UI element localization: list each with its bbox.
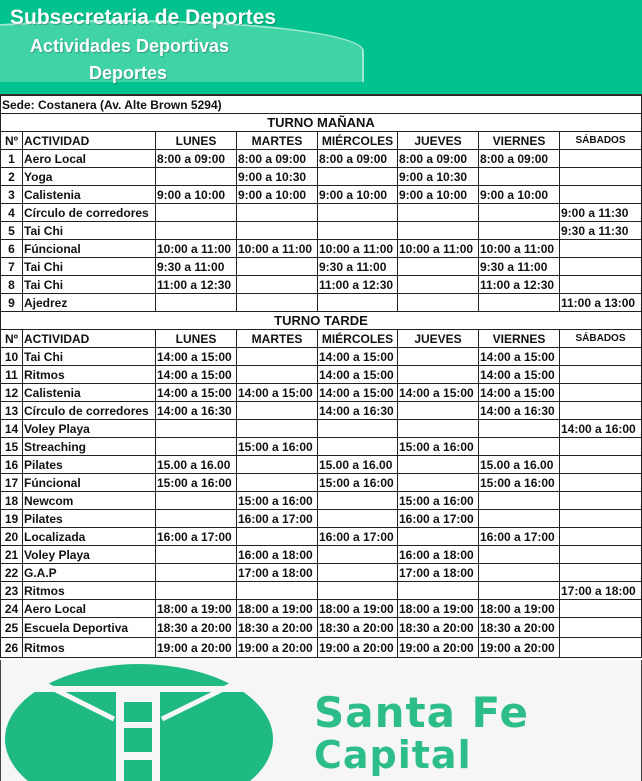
column-header: JUEVES — [398, 132, 479, 150]
schedule-cell — [479, 438, 560, 456]
schedule-cell: 11:00 a 13:00 — [560, 294, 642, 312]
table-row — [1, 222, 642, 240]
row-number: 14 — [1, 420, 23, 438]
activity-name: Yoga — [23, 168, 156, 186]
schedule-table — [0, 95, 642, 658]
schedule-cell — [479, 546, 560, 564]
schedule-cell — [560, 456, 642, 474]
schedule-cell — [156, 168, 237, 186]
schedule-cell — [237, 204, 318, 222]
schedule-cell: 9:30 a 11:00 — [479, 258, 560, 276]
column-header: SÁBADOS — [560, 132, 642, 150]
schedule-cell — [398, 204, 479, 222]
schedule-cell — [318, 564, 398, 582]
column-header: MARTES — [237, 132, 318, 150]
schedule-cell — [479, 582, 560, 600]
schedule-cell — [479, 222, 560, 240]
activity-name: Localizada — [23, 528, 156, 546]
schedule-cell — [318, 294, 398, 312]
schedule-cell — [398, 348, 479, 366]
schedule-cell: 16:00 a 17:00 — [398, 510, 479, 528]
schedule-cell — [156, 582, 237, 600]
schedule-cell: 9:00 a 10:00 — [156, 186, 237, 204]
column-header: MIÉRCOLES — [318, 132, 398, 150]
schedule-cell: 19:00 a 20:00 — [237, 638, 318, 658]
schedule-cell: 18:00 a 19:00 — [156, 600, 237, 618]
column-header: MARTES — [237, 330, 318, 348]
schedule-cell: 19:00 a 20:00 — [318, 638, 398, 658]
table-row — [1, 258, 642, 276]
header-section: Deportes — [89, 63, 168, 83]
schedule-cell — [318, 492, 398, 510]
table-row — [1, 582, 642, 600]
table-row — [1, 618, 642, 638]
schedule-cell — [318, 546, 398, 564]
sede-label: Sede: Costanera (Av. Alte Brown 5294) — [1, 96, 642, 114]
table-row — [1, 402, 642, 420]
schedule-cell — [318, 438, 398, 456]
row-number: 2 — [1, 168, 23, 186]
schedule-cell: 15:00 a 16:00 — [156, 474, 237, 492]
schedule-cell: 10:00 a 11:00 — [156, 240, 237, 258]
schedule-cell: 17:00 a 18:00 — [237, 564, 318, 582]
schedule-cell: 15:00 a 16:00 — [398, 438, 479, 456]
schedule-cell: 14:00 a 16:30 — [318, 402, 398, 420]
schedule-cell — [398, 276, 479, 294]
schedule-cell: 14:00 a 15:00 — [318, 348, 398, 366]
schedule-cell: 11:00 a 12:30 — [318, 276, 398, 294]
row-number: 26 — [1, 638, 23, 658]
schedule-cell — [560, 618, 642, 638]
schedule-cell: 17:00 a 18:00 — [398, 564, 479, 582]
schedule-cell — [398, 366, 479, 384]
logo-text-santa-fe: Santa Fe — [314, 688, 530, 737]
table-row — [1, 546, 642, 564]
table-row — [1, 168, 642, 186]
schedule-cell: 9:00 a 10:30 — [237, 168, 318, 186]
row-number: 4 — [1, 204, 23, 222]
schedule-cell — [156, 510, 237, 528]
activity-name: Streaching — [23, 438, 156, 456]
column-header: Nº — [1, 132, 23, 150]
schedule-cell: 8:00 a 09:00 — [398, 150, 479, 168]
activity-name: Círculo de corredores — [23, 204, 156, 222]
schedule-cell — [156, 564, 237, 582]
schedule-cell: 15:00 a 16:00 — [479, 474, 560, 492]
schedule-cell — [560, 240, 642, 258]
table-row — [1, 492, 642, 510]
schedule-cell — [237, 456, 318, 474]
schedule-cell: 9:00 a 10:00 — [237, 186, 318, 204]
schedule-cell: 9:30 a 11:00 — [156, 258, 237, 276]
schedule-cell: 16:00 a 17:00 — [318, 528, 398, 546]
row-number: 9 — [1, 294, 23, 312]
schedule-cell: 15.00 a 16.00 — [156, 456, 237, 474]
schedule-cell — [237, 528, 318, 546]
activity-name: Escuela Deportiva — [23, 618, 156, 638]
schedule-cell: 14:00 a 15:00 — [398, 384, 479, 402]
table-row — [1, 186, 642, 204]
row-number: 5 — [1, 222, 23, 240]
schedule-cell — [479, 492, 560, 510]
schedule-cell: 19:00 a 20:00 — [479, 638, 560, 658]
column-header-row — [1, 132, 642, 150]
table-row — [1, 240, 642, 258]
activity-name: G.A.P — [23, 564, 156, 582]
schedule-cell: 10:00 a 11:00 — [398, 240, 479, 258]
schedule-cell: 15:00 a 16:00 — [318, 474, 398, 492]
schedule-cell — [560, 384, 642, 402]
row-number: 12 — [1, 384, 23, 402]
table-row — [1, 600, 642, 618]
table-row — [1, 366, 642, 384]
activity-name: Pilates — [23, 456, 156, 474]
column-header: LUNES — [156, 132, 237, 150]
schedule-cell: 10:00 a 11:00 — [318, 240, 398, 258]
row-number: 19 — [1, 510, 23, 528]
schedule-cell: 18:00 a 19:00 — [479, 600, 560, 618]
schedule-cell — [156, 438, 237, 456]
schedule-cell — [237, 348, 318, 366]
schedule-cell: 16:00 a 18:00 — [237, 546, 318, 564]
schedule-cell — [237, 258, 318, 276]
schedule-cell — [560, 168, 642, 186]
activity-name: Newcom — [23, 492, 156, 510]
schedule-cell — [560, 186, 642, 204]
schedule-cell — [398, 294, 479, 312]
schedule-cell: 16:00 a 17:00 — [479, 528, 560, 546]
schedule-cell: 14:00 a 15:00 — [156, 384, 237, 402]
header-subtitle: Actividades Deportivas — [30, 36, 230, 56]
schedule-cell — [560, 276, 642, 294]
table-row — [1, 276, 642, 294]
column-header: LUNES — [156, 330, 237, 348]
morning-title-row — [1, 114, 642, 132]
row-number: 16 — [1, 456, 23, 474]
section-title: TURNO MAÑANA — [1, 114, 642, 132]
schedule-cell: 9:00 a 10:00 — [479, 186, 560, 204]
header-banner — [0, 0, 642, 95]
schedule-cell — [237, 402, 318, 420]
row-number: 11 — [1, 366, 23, 384]
schedule-cell: 18:30 a 20:00 — [237, 618, 318, 638]
row-number: 6 — [1, 240, 23, 258]
schedule-cell: 16:00 a 17:00 — [156, 528, 237, 546]
activity-name: Ritmos — [23, 638, 156, 658]
schedule-cell — [398, 582, 479, 600]
schedule-cell: 14:00 a 16:30 — [156, 402, 237, 420]
sede-row — [1, 96, 642, 114]
schedule-cell: 8:00 a 09:00 — [479, 150, 560, 168]
schedule-cell — [237, 420, 318, 438]
table-row — [1, 638, 642, 658]
schedule-cell — [318, 222, 398, 240]
schedule-cell — [560, 638, 642, 658]
schedule-cell — [560, 366, 642, 384]
schedule-cell: 18:30 a 20:00 — [156, 618, 237, 638]
schedule-cell — [398, 222, 479, 240]
schedule-cell — [479, 204, 560, 222]
schedule-cell — [560, 348, 642, 366]
row-number: 15 — [1, 438, 23, 456]
schedule-cell — [237, 222, 318, 240]
schedule-cell — [318, 582, 398, 600]
schedule-cell — [237, 582, 318, 600]
activity-name: Tai Chi — [23, 258, 156, 276]
schedule-cell: 18:30 a 20:00 — [479, 618, 560, 638]
schedule-cell: 14:00 a 15:00 — [237, 384, 318, 402]
row-number: 25 — [1, 618, 23, 638]
schedule-cell: 10:00 a 11:00 — [479, 240, 560, 258]
activity-name: Aero Local — [23, 600, 156, 618]
schedule-cell: 18:00 a 19:00 — [318, 600, 398, 618]
table-row — [1, 150, 642, 168]
schedule-cell: 9:30 a 11:30 — [560, 222, 642, 240]
schedule-cell: 11:00 a 12:30 — [479, 276, 560, 294]
schedule-cell — [398, 456, 479, 474]
column-header: Nº — [1, 330, 23, 348]
schedule-cell: 11:00 a 12:30 — [156, 276, 237, 294]
schedule-cell — [560, 474, 642, 492]
schedule-cell — [560, 564, 642, 582]
schedule-cell — [237, 294, 318, 312]
column-header-row — [1, 330, 642, 348]
row-number: 22 — [1, 564, 23, 582]
row-number: 3 — [1, 186, 23, 204]
schedule-cell: 8:00 a 09:00 — [318, 150, 398, 168]
logo-text-capital: Capital — [314, 733, 472, 777]
schedule-cell — [398, 420, 479, 438]
schedule-cell: 8:00 a 09:00 — [237, 150, 318, 168]
bridge-emblem-icon — [4, 664, 274, 781]
schedule-cell: 17:00 a 18:00 — [560, 582, 642, 600]
column-header: ACTIVIDAD — [23, 132, 156, 150]
column-header: JUEVES — [398, 330, 479, 348]
schedule-cell — [560, 546, 642, 564]
schedule-cell: 14:00 a 15:00 — [318, 366, 398, 384]
column-header: ACTIVIDAD — [23, 330, 156, 348]
schedule-cell: 14:00 a 15:00 — [318, 384, 398, 402]
schedule-cell: 16:00 a 18:00 — [398, 546, 479, 564]
schedule-cell — [156, 222, 237, 240]
section-title: TURNO TARDE — [1, 312, 642, 330]
row-number: 18 — [1, 492, 23, 510]
activity-name: Calistenia — [23, 186, 156, 204]
activity-name: Pilates — [23, 510, 156, 528]
row-number: 20 — [1, 528, 23, 546]
activity-name: Ritmos — [23, 582, 156, 600]
santa-fe-capital-logo — [0, 660, 642, 781]
schedule-cell — [318, 168, 398, 186]
activity-name: Ritmos — [23, 366, 156, 384]
schedule-cell: 18:30 a 20:00 — [398, 618, 479, 638]
schedule-cell — [560, 528, 642, 546]
schedule-cell — [560, 492, 642, 510]
table-row — [1, 528, 642, 546]
table-row — [1, 438, 642, 456]
schedule-cell — [398, 258, 479, 276]
schedule-cell — [398, 474, 479, 492]
schedule-cell: 14:00 a 15:00 — [156, 366, 237, 384]
schedule-cell — [156, 420, 237, 438]
activity-name: Fúncional — [23, 474, 156, 492]
schedule-cell — [156, 294, 237, 312]
schedule-cell: 10:00 a 11:00 — [237, 240, 318, 258]
schedule-cell: 9:00 a 11:30 — [560, 204, 642, 222]
row-number: 1 — [1, 150, 23, 168]
schedule-cell — [318, 204, 398, 222]
activity-name: Voley Playa — [23, 546, 156, 564]
schedule-cell — [479, 510, 560, 528]
schedule-cell: 15:00 a 16:00 — [237, 438, 318, 456]
row-number: 17 — [1, 474, 23, 492]
schedule-cell — [237, 366, 318, 384]
schedule-cell — [237, 474, 318, 492]
activity-name: Círculo de corredores — [23, 402, 156, 420]
activity-name: Voley Playa — [23, 420, 156, 438]
column-header: VIERNES — [479, 132, 560, 150]
activity-name: Fúncional — [23, 240, 156, 258]
schedule-cell — [479, 420, 560, 438]
schedule-cell: 14:00 a 16:30 — [479, 402, 560, 420]
schedule-cell — [479, 168, 560, 186]
schedule-cell — [560, 438, 642, 456]
table-row — [1, 348, 642, 366]
row-number: 7 — [1, 258, 23, 276]
row-number: 10 — [1, 348, 23, 366]
schedule-cell: 14:00 a 15:00 — [156, 348, 237, 366]
schedule-cell — [156, 492, 237, 510]
table-row — [1, 564, 642, 582]
activity-name: Tai Chi — [23, 222, 156, 240]
row-number: 8 — [1, 276, 23, 294]
schedule-cell: 14:00 a 15:00 — [479, 348, 560, 366]
table-row — [1, 420, 642, 438]
schedule-cell: 9:00 a 10:00 — [318, 186, 398, 204]
schedule-cell: 14:00 a 15:00 — [479, 384, 560, 402]
row-number: 21 — [1, 546, 23, 564]
schedule-cell — [398, 528, 479, 546]
schedule-cell — [560, 510, 642, 528]
table-row — [1, 384, 642, 402]
schedule-cell: 16:00 a 17:00 — [237, 510, 318, 528]
table-row — [1, 204, 642, 222]
schedule-cell — [318, 420, 398, 438]
schedule-cell: 9:30 a 11:00 — [318, 258, 398, 276]
row-number: 24 — [1, 600, 23, 618]
schedule-cell: 8:00 a 09:00 — [156, 150, 237, 168]
schedule-cell — [156, 204, 237, 222]
row-number: 13 — [1, 402, 23, 420]
schedule-cell — [560, 150, 642, 168]
schedule-cell — [318, 510, 398, 528]
schedule-cell — [398, 402, 479, 420]
column-header: MIÉRCOLES — [318, 330, 398, 348]
schedule-cell: 15.00 a 16.00 — [479, 456, 560, 474]
header-title: Subsecretaria de Deportes — [10, 6, 277, 29]
schedule-cell: 14:00 a 16:00 — [560, 420, 642, 438]
schedule-cell: 15:00 a 16:00 — [398, 492, 479, 510]
schedule-cell: 18:30 a 20:00 — [318, 618, 398, 638]
activity-name: Tai Chi — [23, 348, 156, 366]
activity-name: Aero Local — [23, 150, 156, 168]
schedule-cell: 9:00 a 10:30 — [398, 168, 479, 186]
schedule-cell — [237, 276, 318, 294]
afternoon-title-row — [1, 312, 642, 330]
schedule-cell — [560, 600, 642, 618]
row-number: 23 — [1, 582, 23, 600]
schedule-cell: 19:00 a 20:00 — [398, 638, 479, 658]
schedule-cell: 15:00 a 16:00 — [237, 492, 318, 510]
activity-name: Tai Chi — [23, 276, 156, 294]
table-row — [1, 456, 642, 474]
schedule-cell: 18:00 a 19:00 — [398, 600, 479, 618]
activity-name: Ajedrez — [23, 294, 156, 312]
schedule-cell — [479, 564, 560, 582]
schedule-cell — [560, 258, 642, 276]
schedule-cell: 15.00 a 16.00 — [318, 456, 398, 474]
table-row — [1, 294, 642, 312]
schedule-cell — [156, 546, 237, 564]
schedule-cell: 19:00 a 20:00 — [156, 638, 237, 658]
column-header: SÁBADOS — [560, 330, 642, 348]
table-row — [1, 474, 642, 492]
table-row — [1, 510, 642, 528]
schedule-cell: 18:00 a 19:00 — [237, 600, 318, 618]
schedule-cell: 9:00 a 10:00 — [398, 186, 479, 204]
schedule-cell — [479, 294, 560, 312]
column-header: VIERNES — [479, 330, 560, 348]
activity-name: Calistenia — [23, 384, 156, 402]
schedule-cell — [560, 402, 642, 420]
schedule-cell: 14:00 a 15:00 — [479, 366, 560, 384]
